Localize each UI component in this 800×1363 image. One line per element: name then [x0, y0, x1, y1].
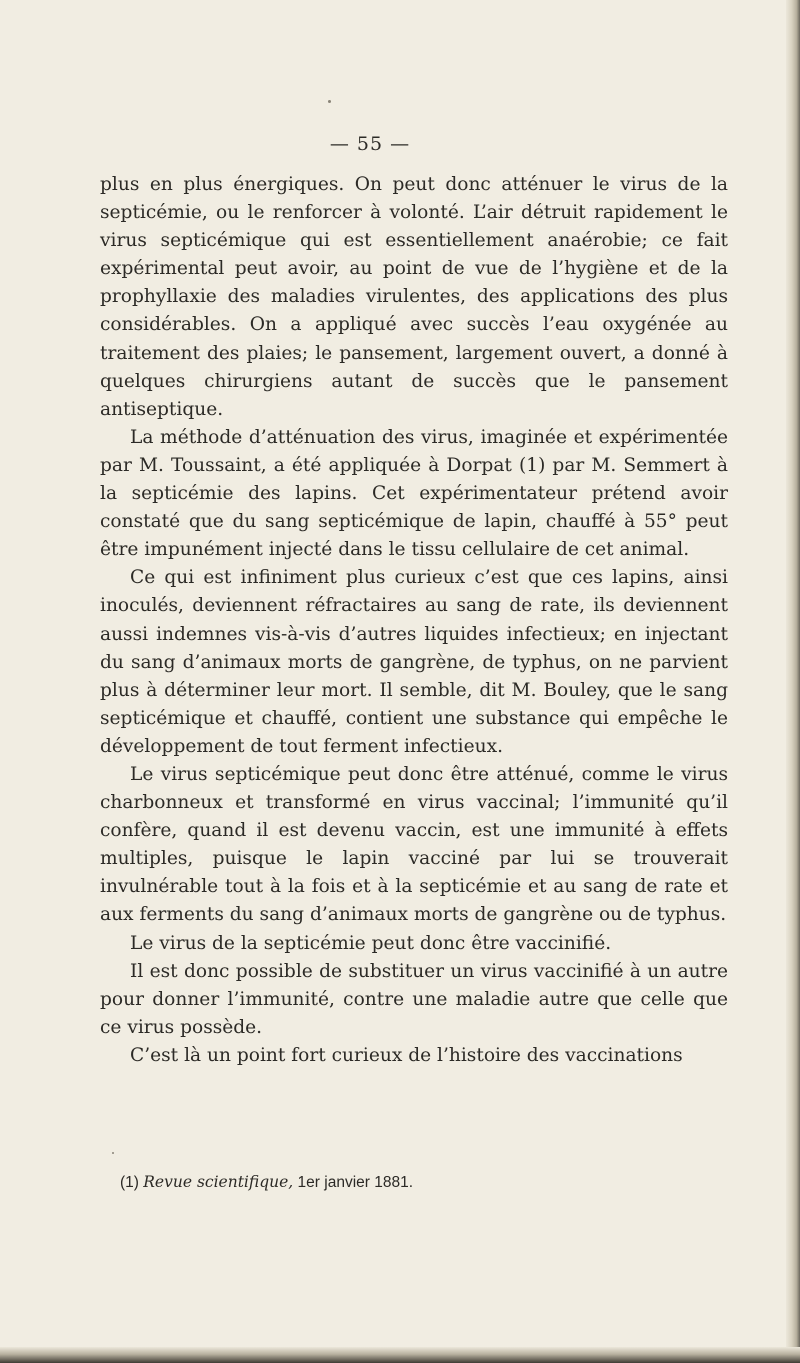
page-edge-bottom [0, 1347, 800, 1363]
footnote-date: 1er janvier 1881. [297, 1174, 414, 1191]
body-text [100, 171, 728, 1070]
footnote-source: Revue scientifique, [143, 1173, 294, 1191]
paper-speck [328, 100, 331, 103]
paragraph: La méthode d’atténuation des virus, imaginée et expérimentée par M. Toussaint, a été appliquée à Dorpat (1) par M. Semmert à la septicémie des lapins. Cet expérimentateur prétend avoir constaté que du sang septicémique de lapin, chauffé à 55° peut être impunément injecté dans le tissu cellulaire de cet animal. [100, 426, 728, 561]
paragraph: Le virus de la septicémie peut donc être vaccinifié. [130, 932, 612, 954]
paragraph: Ce qui est infiniment plus curieux c’est que ces lapins, ainsi inoculés, deviennent réfractaires au sang de rate, ils deviennent aussi indemnes vis-à-vis d’autres liquides infectieux; en injectant du sang d’animaux morts de gangrène, de typhus, on ne parvient plus à déterminer leur mort. Il semble, dit M. Bouley, que le sang septicémique et chauffé, contient une substance qui empêche le développement de tout ferment infectieux. [100, 567, 728, 757]
paper-speck [112, 1152, 114, 1154]
paragraph: plus en plus énergiques. On peut donc atténuer le virus de la septicémie, ou le renforcer à volonté. L’air détruit rapidement le virus septicémique qui est essentiellement anaérobie; ce fait expérimental peut avoir, au point de vue de l’hygiène et de la prophyllaxie des maladies virulentes, des applications des plus considérables. On a appliqué avec succès l’eau oxygénée au traitement des plaies; le pansement, largement ouvert, a donné à quelques chirurgiens autant de succès que le pansement antiseptique. [100, 174, 728, 420]
footnote-marker: (1) [120, 1174, 139, 1191]
paragraph: Il est donc possible de substituer un virus vaccinifié à un autre pour donner l’immunité, contre une maladie autre que celle que ce virus possède. [100, 960, 728, 1038]
footnote [120, 1173, 413, 1192]
paragraph: Le virus septicémique peut donc être atténué, comme le virus charbonneux et transformé en virus vaccinal; l’immunité qu’il confère, quand il est devenu vaccin, est une immunité à effets multiples, puisque le lapin vacciné par lui se trouverait invulnérable tout à la fois et à la septicémie et au sang de rate et aux ferments du sang d’animaux morts de gangrène ou de typhus. [100, 763, 728, 926]
page-edge-right [786, 0, 800, 1363]
paragraph: C’est là un point fort curieux de l’histoire des vaccinations [130, 1044, 683, 1066]
page-number: — 55 — [329, 133, 411, 155]
